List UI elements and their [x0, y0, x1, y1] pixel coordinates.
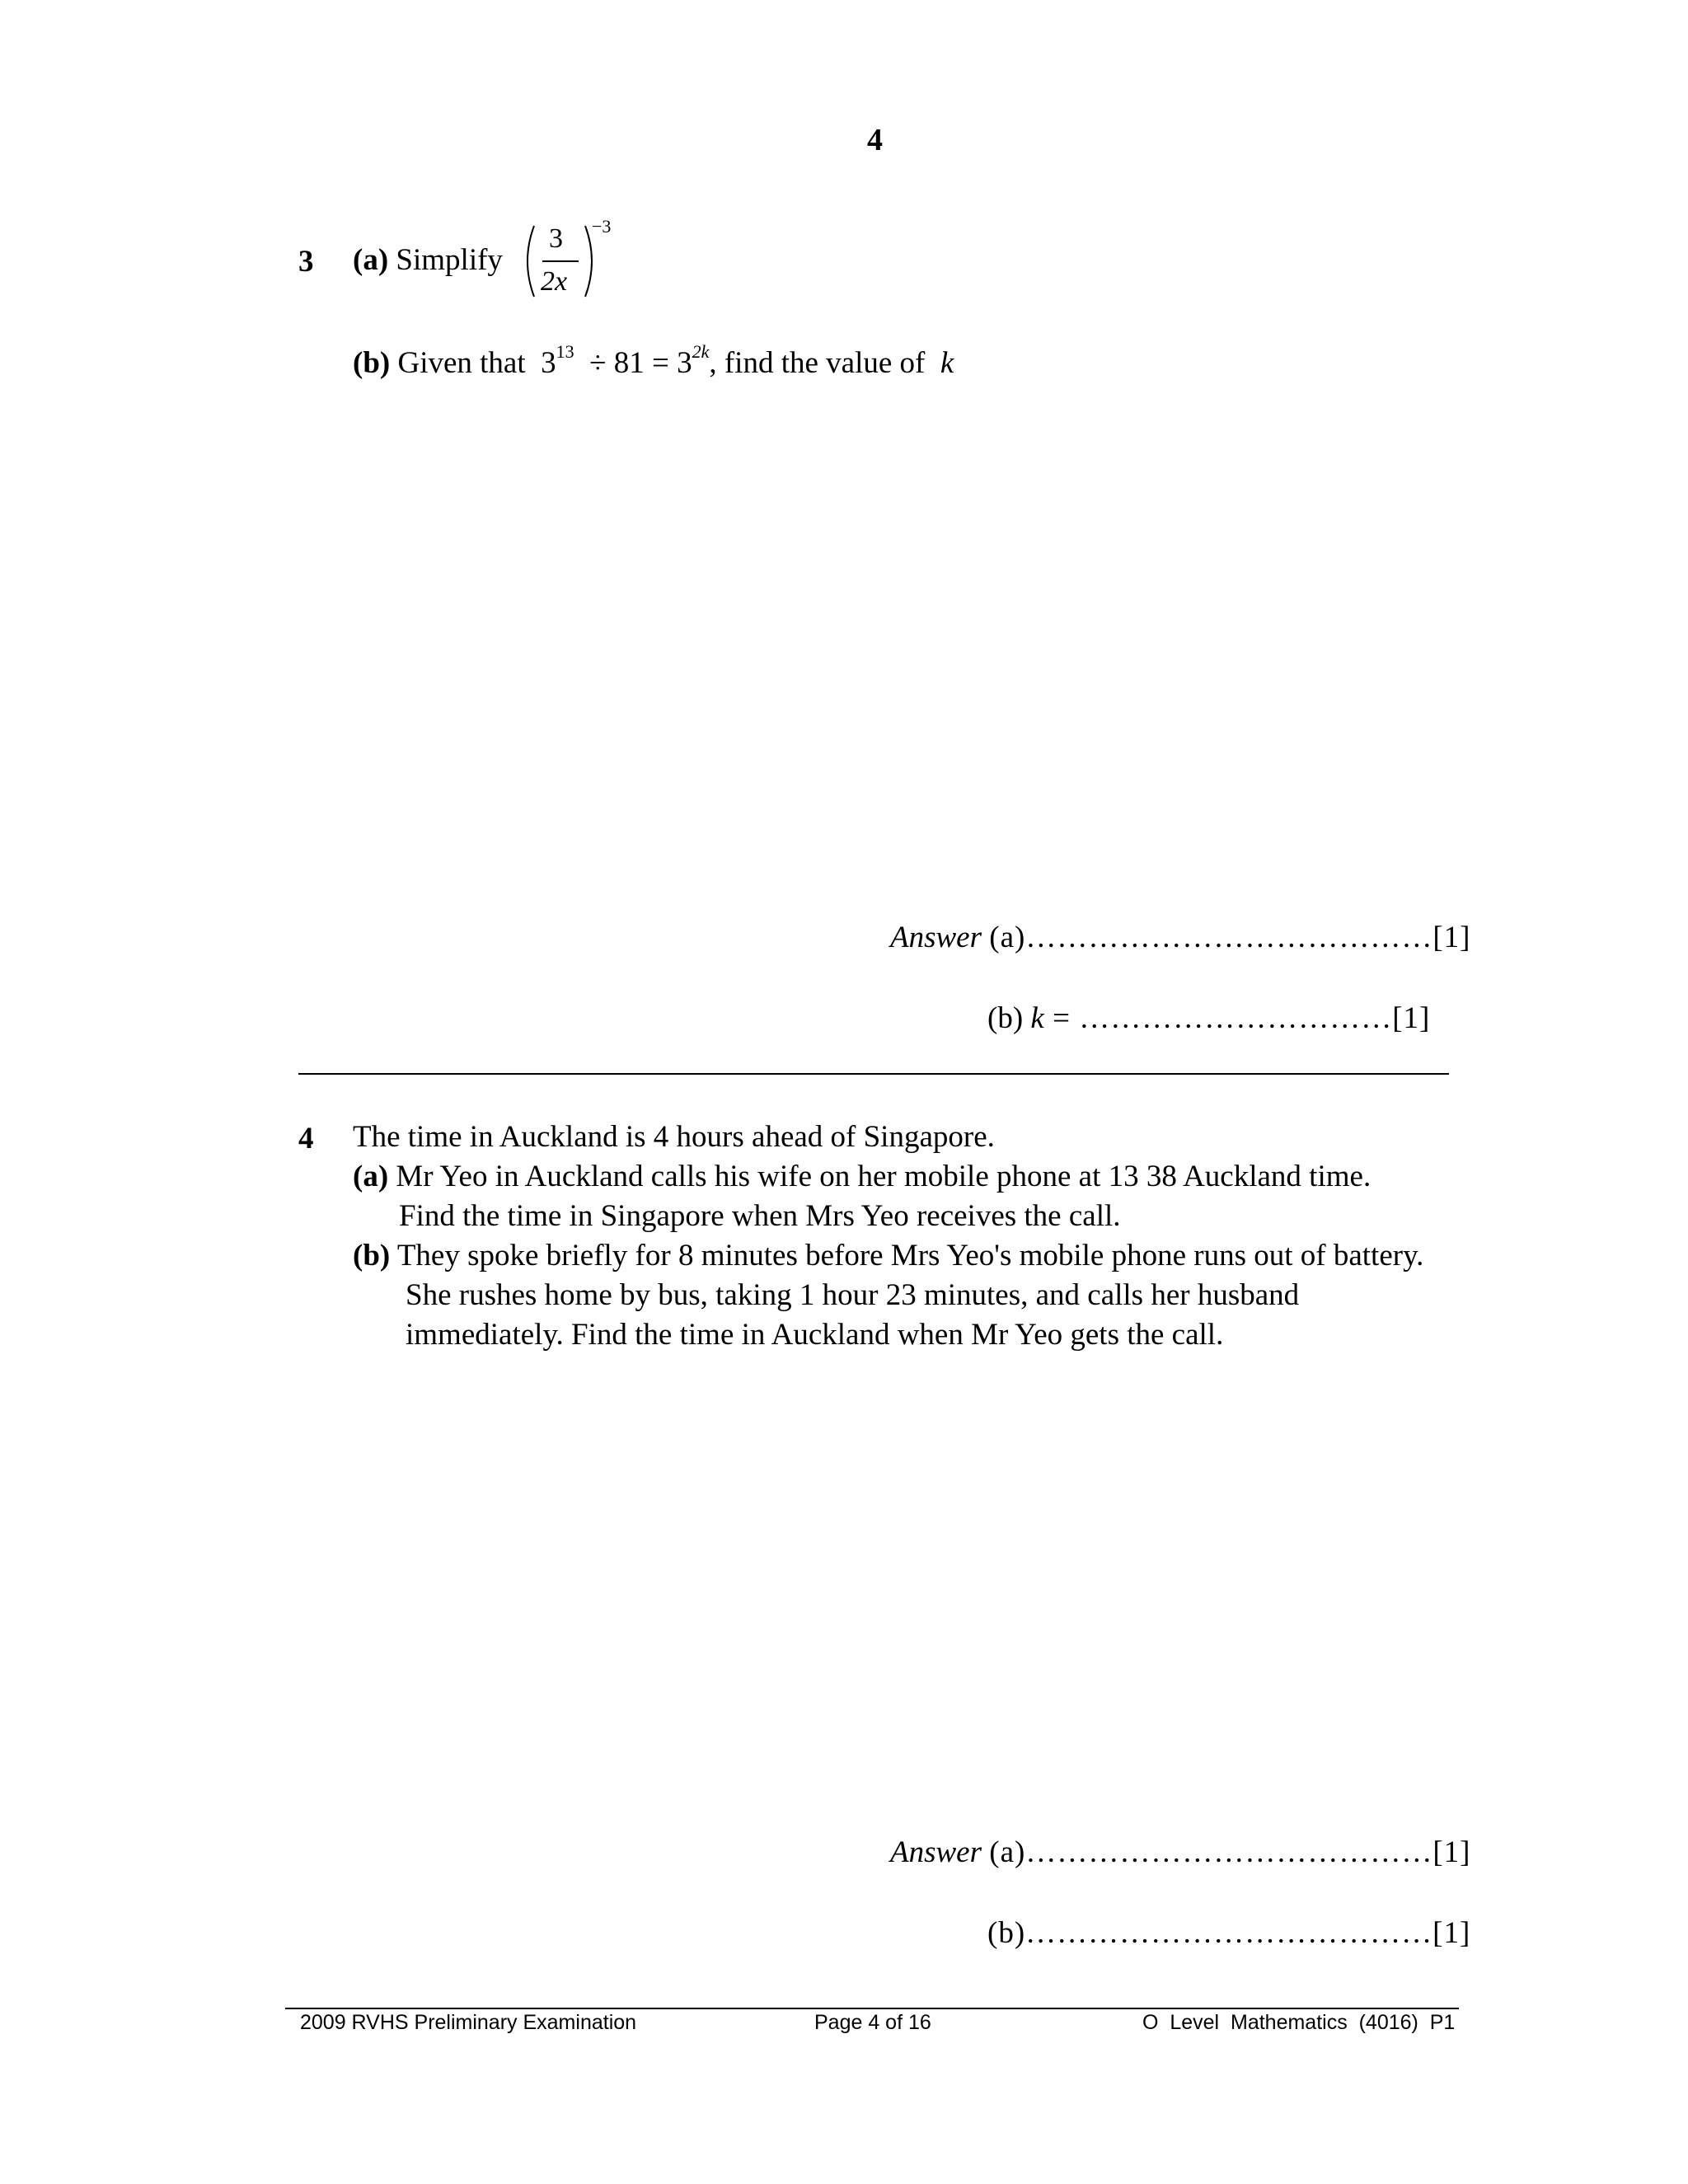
question-3-number: 3	[298, 245, 314, 279]
q3b-operator: ÷ 81 =	[589, 346, 678, 380]
question-4-intro: The time in Auckland is 4 hours ahead of Singapore.	[353, 1120, 995, 1154]
question-3b-prompt	[353, 341, 954, 387]
page-number: 4	[867, 123, 883, 157]
q3b-base1: 3	[541, 346, 556, 380]
footer-page-indicator: Page 4 of 16	[814, 2011, 931, 2034]
fraction-exponent: −3	[592, 216, 612, 237]
question-3-answer-b	[987, 999, 1430, 1038]
fraction-denominator: 2x	[541, 266, 568, 297]
question-4b-line3: immediately. Find the time in Auckland when Mr Yeo gets the call.	[406, 1318, 1224, 1352]
question-4a-text1: Mr Yeo in Auckland calls his wife on her mobile phone at 13 38 Auckland time.	[396, 1160, 1372, 1193]
answer-b-variable: k	[1030, 1001, 1044, 1035]
question-4a-line2: Find the time in Singapore when Mrs Yeo receives the call.	[399, 1199, 1121, 1233]
answer-b-line: (b)…………………………………[1]	[987, 1916, 1471, 1950]
question-4-answer-a	[890, 1833, 1470, 1872]
question-3a-text: Simplify	[396, 243, 503, 277]
footer-exam-title: 2009 RVHS Preliminary Examination	[300, 2011, 637, 2034]
question-4a-label: (a)	[353, 1160, 389, 1193]
q3b-base2: 3	[677, 346, 692, 380]
question-3a-label: (a)	[353, 243, 389, 277]
answer-b-line: = …………………………[1]	[1043, 1001, 1431, 1035]
question-3b-label: (b)	[353, 346, 391, 380]
question-3a-expression	[518, 216, 617, 307]
answer-a-line: (a)…………………………………[1]	[989, 1835, 1471, 1869]
q3b-exp2: 2k	[692, 341, 710, 362]
question-3-answer-a	[890, 918, 1470, 958]
question-4a-line1	[353, 1157, 1371, 1197]
question-3b-text: Given that	[397, 346, 526, 380]
footer-subject: O Level Mathematics (4016) P1	[1142, 2011, 1456, 2034]
question-4b-label: (b)	[353, 1239, 391, 1272]
answer-word: Answer	[890, 921, 982, 954]
answer-a-line: (a)…………………………………[1]	[989, 921, 1471, 954]
fraction-numerator: 3	[549, 223, 563, 254]
question-4-answer-b	[987, 1914, 1470, 1953]
question-4-number: 4	[298, 1122, 314, 1155]
q3b-variable: k	[940, 346, 954, 380]
q3b-tail: , find the value of	[709, 346, 926, 380]
q3b-exp1: 13	[556, 341, 574, 362]
question-4b-line1	[353, 1236, 1423, 1276]
footer-rule	[285, 2008, 1459, 2009]
section-divider	[298, 1073, 1449, 1075]
question-3a-prompt	[353, 241, 503, 280]
question-4b-line2: She rushes home by bus, taking 1 hour 23 minutes, and calls her husband	[406, 1278, 1300, 1312]
answer-word: Answer	[890, 1835, 982, 1869]
answer-b-label: (b)	[987, 1001, 1024, 1035]
question-4b-text1: They spoke briefly for 8 minutes before Mrs Yeo's mobile phone runs out of battery.	[396, 1239, 1424, 1272]
